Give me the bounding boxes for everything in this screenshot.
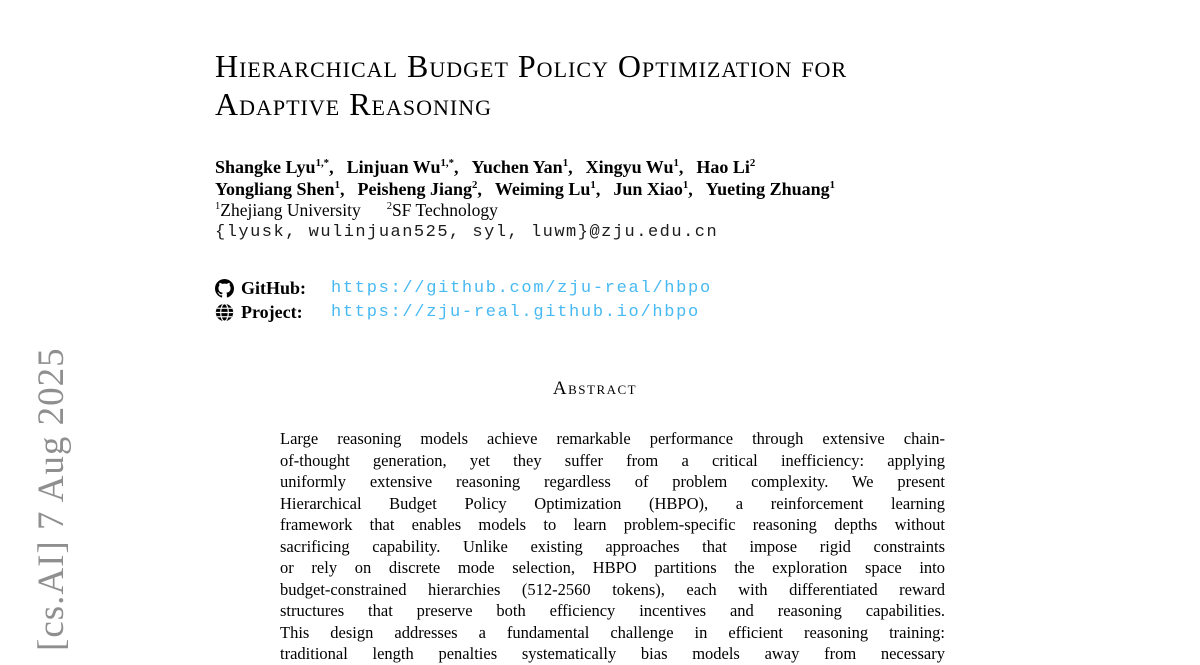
authors-row-2	[215, 179, 975, 201]
project-link-url[interactable]: https://zju-real.github.io/hbpo	[331, 302, 700, 322]
github-link-row	[215, 276, 712, 300]
abstract-line: or rely on discrete mode selection, HBPO partitions the exploration space into	[280, 558, 945, 577]
abstract-line: uniformly extensive reasoning regardless of problem complexity. We present	[280, 472, 945, 491]
arxiv-watermark: [cs.AI] 7 Aug 2025	[31, 347, 72, 651]
author-sup: 1	[334, 178, 340, 191]
abstract-line: Large reasoning models achieve remarkable performance through extensive chain-	[280, 429, 945, 448]
affiliation-name: SF Technology	[391, 200, 498, 220]
authors-block	[215, 157, 975, 243]
abstract-line: structures that preserve both efficiency incentives and reasoning capabilities.	[280, 601, 945, 620]
abstract-line: budget-constrained hierarchies (512-2560 tokens), each with differentiated reward	[280, 579, 945, 599]
author-sup: 1	[673, 157, 679, 169]
author-sup: 2	[471, 178, 478, 191]
authors-row-1	[215, 157, 975, 179]
author: Linjuan $Wu^{1,*}$,	[346, 157, 459, 177]
author: Xingyu Wu$^1$,	[585, 157, 684, 177]
author-sup: 1	[829, 178, 836, 191]
project-link-row	[215, 300, 712, 324]
author: Hao Li$^2$	[696, 157, 756, 177]
github-link-label: GitHub:	[241, 277, 307, 298]
github-icon	[215, 279, 234, 298]
author-sup: 1,*	[440, 157, 454, 169]
author: Yongliang Shen$^1$,	[215, 178, 345, 199]
globe-icon	[215, 303, 234, 322]
author: Jun Xiao$^1$,	[613, 178, 693, 199]
abstract-line: of-thought generation, yet they suffer from a critical inefficiency: applying	[280, 450, 945, 470]
project-link-label: Project:	[241, 301, 303, 322]
author-sup: 1	[590, 178, 596, 191]
paper-title-line1: Hierarchical Budget Policy Optimization for	[215, 48, 848, 84]
author: Weiming Lu$^1$,	[494, 178, 601, 199]
affiliation-name: Zhejiang University	[220, 200, 361, 220]
author: Peisheng Jiang$^2$,	[357, 178, 482, 199]
paper-title	[215, 47, 1015, 123]
affiliation-sup: 2	[386, 201, 392, 213]
abstract-line: traditional length penalties systematically bias models away from necessary	[280, 644, 945, 663]
affiliation-sup: 1	[215, 201, 221, 213]
abstract-line: This design addresses a fundamental challenge in efficient reasoning training:	[280, 622, 945, 642]
author-sup: 1	[562, 157, 569, 169]
authors-email: {lyusk, wulinjuan525, syl, luwm}@zju.edu.cn	[215, 222, 719, 242]
author-sup: 1,*	[315, 157, 330, 169]
affiliations-line	[215, 200, 975, 222]
abstract-body	[280, 428, 945, 665]
abstract-line: Hierarchical Budget Policy Optimization (HBPO), a reinforcement learning	[280, 493, 945, 513]
author-sup: 1	[682, 178, 689, 191]
github-link-url[interactable]: https://github.com/zju-real/hbpo	[331, 278, 712, 298]
author-sup: 2	[749, 157, 756, 169]
author: Yueting Zhuang$^1$	[705, 178, 836, 199]
links-block	[215, 276, 712, 324]
abstract-line: framework that enables models to learn problem-specific reasoning depths without	[280, 515, 945, 534]
author: Shangke Lyu$^{1,*}$,	[215, 157, 334, 177]
paper-title-line2: Adaptive Reasoning	[215, 86, 492, 122]
abstract-line: sacrificing capability. Unlike existing approaches that impose rigid constraints	[280, 536, 945, 556]
abstract-heading: Abstract	[552, 378, 638, 399]
author: Yuchen Yan$^1$,	[471, 157, 573, 177]
